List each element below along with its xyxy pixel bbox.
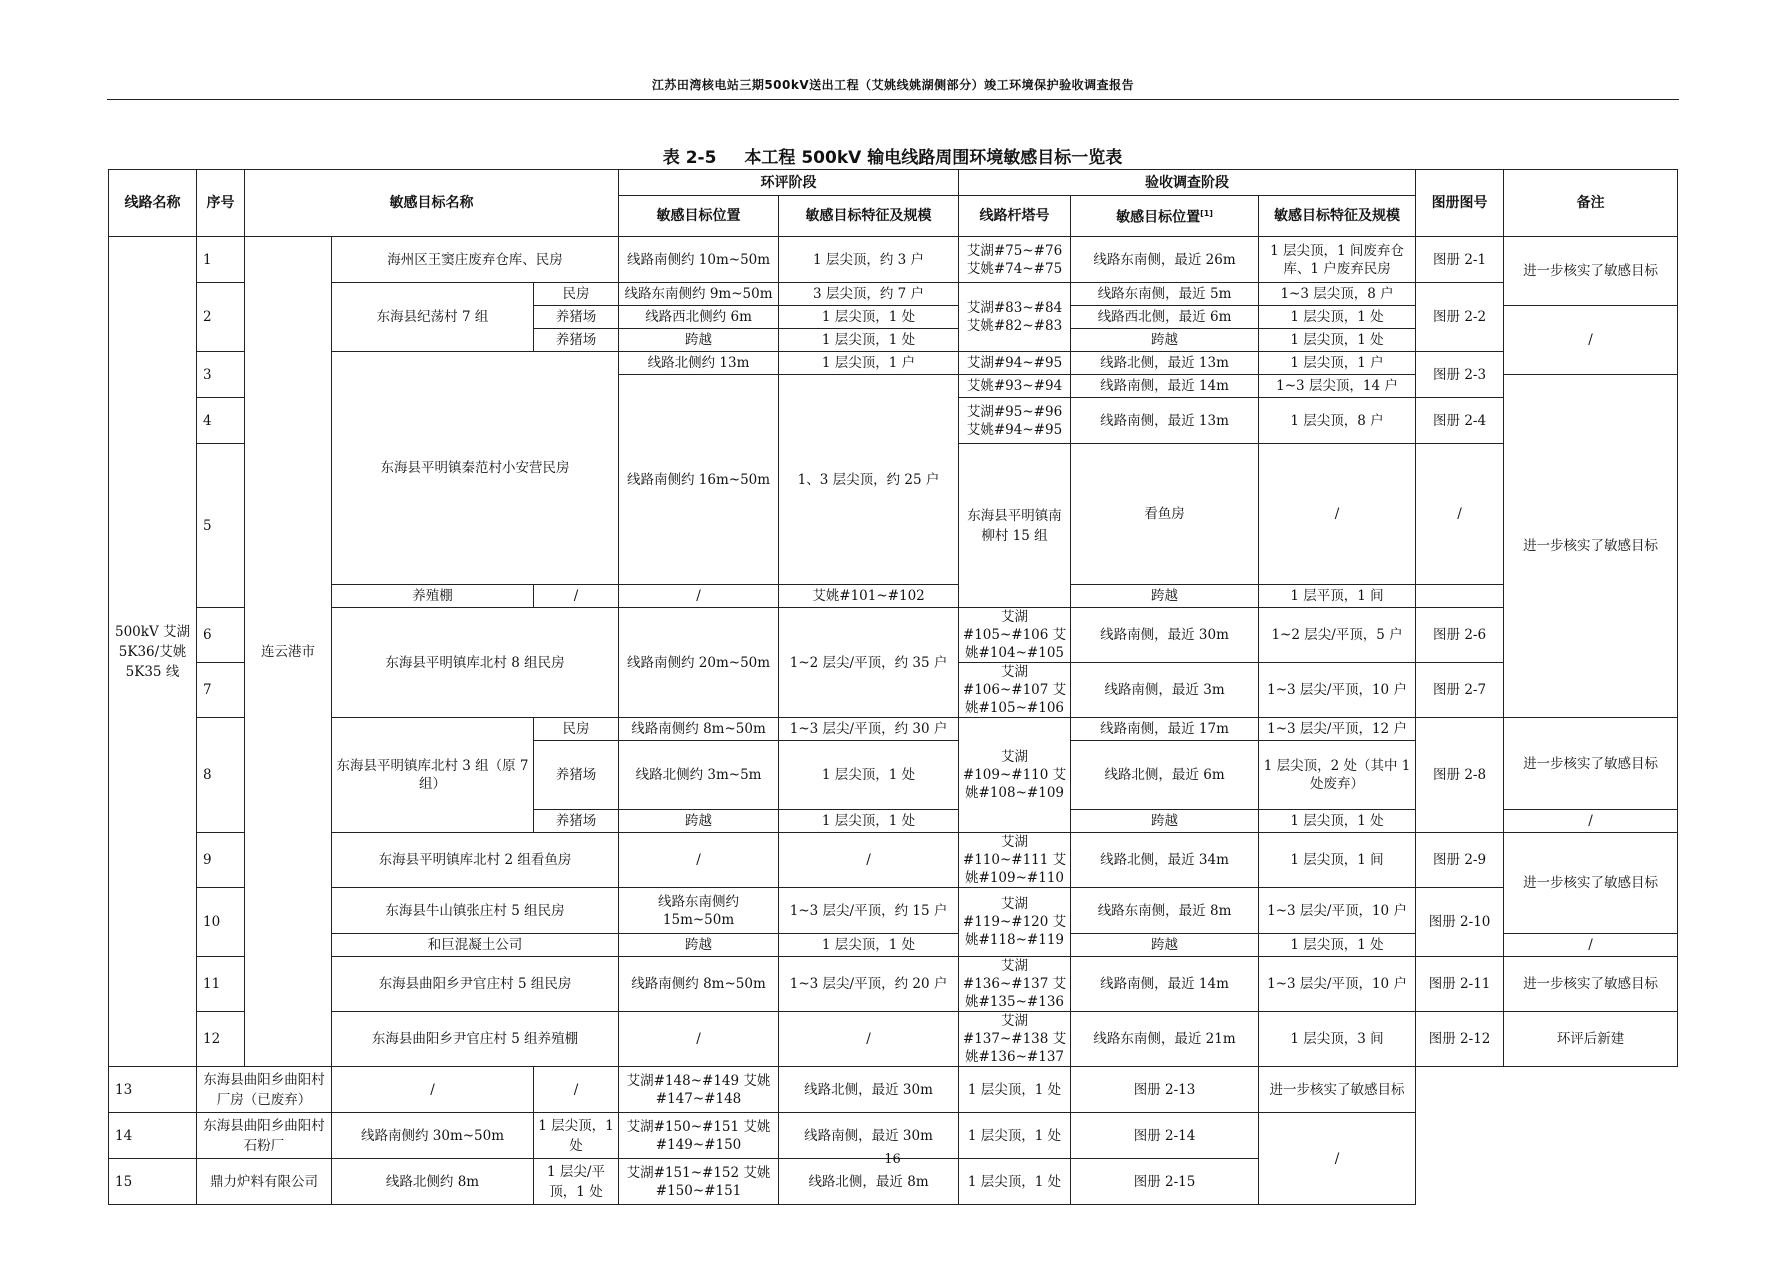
table-cell: 图册 2-11 bbox=[1416, 957, 1504, 1012]
table-cell: 2 bbox=[197, 283, 245, 352]
header-rule bbox=[107, 99, 1679, 100]
table-cell: 1 层尖顶，1 处 bbox=[1259, 329, 1416, 352]
table-cell: 艾湖#95~#96 艾姚#94~#95 bbox=[959, 398, 1071, 444]
table-cell: 线路西北侧，最近 6m bbox=[1071, 306, 1259, 329]
table-cell: 线路南侧约 30m~50m bbox=[332, 1113, 534, 1159]
table-cell: 1~3 层尖/平顶，10 户 bbox=[1259, 663, 1416, 718]
table-cell: 东海县曲阳乡尹官庄村 5 组养殖棚 bbox=[332, 1012, 619, 1067]
table-caption: 本工程 500kV 输电线路周围环境敏感目标一览表 bbox=[744, 148, 1123, 168]
table-cell: 海州区王窦庄废弃仓库、民房 bbox=[332, 237, 619, 283]
table-row bbox=[109, 888, 1678, 911]
table-cell: 图册 2-15 bbox=[1071, 1159, 1259, 1205]
table-cell: 艾湖#148~#149 艾姚#147~#148 bbox=[619, 1067, 779, 1113]
table-cell: 线路西北侧约 6m bbox=[619, 306, 779, 329]
header-seq: 序号 bbox=[197, 170, 245, 237]
table-cell: 民房 bbox=[534, 283, 619, 306]
table-cell: 线路北侧约 13m bbox=[619, 352, 779, 375]
table-cell: 养猪场 bbox=[534, 306, 619, 329]
table-cell: 图册 2-8 bbox=[1416, 718, 1504, 833]
table-cell: 图册 2-7 bbox=[1416, 663, 1504, 718]
table-cell: 1 层平顶，1 间 bbox=[1259, 585, 1416, 608]
table-cell: 东海县曲阳乡曲阳村石粉厂 bbox=[197, 1113, 332, 1159]
table-cell: 艾姚#101~#102 bbox=[779, 585, 959, 608]
table-cell: 1 层尖顶，1 处 bbox=[779, 934, 959, 957]
table-cell: 线路南侧约 16m~50m bbox=[619, 375, 779, 585]
table-cell: 东海县平明镇秦范村小安营民房 bbox=[332, 352, 619, 585]
table-cell: 7 bbox=[197, 663, 245, 718]
table-cell: / bbox=[534, 1067, 619, 1113]
table-cell: 8 bbox=[197, 718, 245, 833]
table-cell: / bbox=[1259, 444, 1416, 585]
table-cell: 线路南侧约 8m~50m bbox=[619, 718, 779, 741]
table-cell: 进一步核实了敏感目标 bbox=[1504, 957, 1678, 1012]
table-number: 表 2-5 bbox=[662, 148, 717, 168]
table-cell: 艾湖#150~#151 艾姚#149~#150 bbox=[619, 1113, 779, 1159]
table-cell: 线路东南侧约 9m~50m bbox=[619, 283, 779, 306]
header-acc-scale: 敏感目标特征及规模 bbox=[1259, 196, 1416, 237]
table-cell: 跨越 bbox=[1071, 585, 1259, 608]
table-cell: / bbox=[619, 1012, 779, 1067]
table-cell: 线路东南侧，最近 5m bbox=[1071, 283, 1259, 306]
table-cell: 艾姚#93~#94 bbox=[959, 375, 1071, 398]
table-cell: 1 层尖顶，1 处 bbox=[959, 1159, 1071, 1205]
table-cell: 进一步核实了敏感目标 bbox=[1259, 1067, 1416, 1113]
table-cell: 3 bbox=[197, 352, 245, 398]
table-cell: 1 层尖顶，1 间 bbox=[1259, 833, 1416, 888]
table-cell: 10 bbox=[197, 888, 245, 957]
table-cell: 东海县平明镇库北村 8 组民房 bbox=[332, 608, 619, 718]
table-cell: 艾湖#94~#95 bbox=[959, 352, 1071, 375]
table-cell: 跨越 bbox=[619, 810, 779, 833]
table-cell: 民房 bbox=[534, 718, 619, 741]
table-cell: 养猪场 bbox=[534, 329, 619, 352]
table-cell: 线路南侧约 10m~50m bbox=[619, 237, 779, 283]
table-row bbox=[109, 352, 1678, 375]
table-cell: 线路北侧，最近 13m bbox=[1071, 352, 1259, 375]
table-cell: 1 层尖顶，1 处 bbox=[959, 1113, 1071, 1159]
table-row bbox=[109, 1067, 1678, 1090]
table-row bbox=[109, 237, 1678, 260]
header-eia-scale: 敏感目标特征及规模 bbox=[779, 196, 959, 237]
running-header: 江苏田湾核电站三期500kV送出工程（艾姚线姚湖侧部分）竣工环境保护验收调查报告 bbox=[651, 78, 1135, 92]
table-cell: 线路南侧，最近 3m bbox=[1071, 663, 1259, 718]
table-cell: 跨越 bbox=[1071, 934, 1259, 957]
table-cell: 线路南侧，最近 17m bbox=[1071, 718, 1259, 741]
table-cell: 东海县平明镇库北村 2 组看鱼房 bbox=[332, 833, 619, 888]
table-cell: 1~2 层尖/平顶，约 35 户 bbox=[779, 608, 959, 718]
table-cell: 1~3 层尖/平顶，约 20 户 bbox=[779, 957, 959, 1012]
table-cell: 进一步核实了敏感目标 bbox=[1504, 718, 1678, 810]
table-cell: 线路北侧，最近 34m bbox=[1071, 833, 1259, 888]
table-cell: 艾湖#109~#110 艾姚#108~#109 bbox=[959, 718, 1071, 833]
table-cell: 线路北侧约 8m bbox=[332, 1159, 534, 1205]
table-header bbox=[109, 170, 1678, 237]
table-cell: 图册 2-1 bbox=[1416, 237, 1504, 283]
table-cell: 和巨混凝土公司 bbox=[332, 934, 619, 957]
table-row bbox=[109, 585, 1678, 608]
footnote-ref: [1] bbox=[1200, 209, 1213, 219]
header-acc-location-label: 敏感目标位置 bbox=[1116, 209, 1201, 226]
table-cell: 1 层尖顶，1 处 bbox=[779, 741, 959, 810]
table-cell: 1 层尖顶，1 处 bbox=[1259, 934, 1416, 957]
table-cell: 4 bbox=[197, 398, 245, 444]
table-cell: 11 bbox=[197, 957, 245, 1012]
table-cell: 跨越 bbox=[1071, 329, 1259, 352]
table-cell: 1~3 层尖/平顶，10 户 bbox=[1259, 888, 1416, 934]
table-cell: / bbox=[619, 833, 779, 888]
table-cell: 图册 2-4 bbox=[1416, 398, 1504, 444]
table-cell: 艾湖#106~#107 艾姚#105~#106 bbox=[959, 663, 1071, 718]
table-cell: 艾湖#137~#138 艾姚#136~#137 bbox=[959, 1012, 1071, 1067]
table-cell: 艾湖#136~#137 艾姚#135~#136 bbox=[959, 957, 1071, 1012]
table-row bbox=[109, 957, 1678, 985]
table-cell: 1~3 层尖顶，14 户 bbox=[1259, 375, 1416, 398]
table-title bbox=[0, 143, 1785, 168]
table-cell: 1 层尖顶，1 处 bbox=[1259, 810, 1416, 833]
table-cell: 东海县平明镇南柳村 15 组 bbox=[959, 444, 1071, 608]
table-cell: 艾湖#83~#84 艾姚#82~#83 bbox=[959, 283, 1071, 352]
table-cell: 图册 2-10 bbox=[1416, 888, 1504, 957]
table-body bbox=[109, 237, 1678, 1205]
table-row bbox=[109, 1012, 1678, 1040]
table-cell: 3 层尖顶，约 7 户 bbox=[779, 283, 959, 306]
table-cell: 6 bbox=[197, 608, 245, 663]
table-cell: 东海县牛山镇张庄村 5 组民房 bbox=[332, 888, 619, 934]
table-cell: 艾湖#75~#76 艾姚#74~#75 bbox=[959, 237, 1071, 283]
table-cell: / bbox=[1416, 444, 1504, 585]
table-cell: 线路东南侧约 15m~50m bbox=[619, 888, 779, 934]
table-cell: 线路南侧，最近 13m bbox=[1071, 398, 1259, 444]
table-cell: 线路南侧，最近 30m bbox=[1071, 608, 1259, 663]
table-cell: 1~3 层尖/平顶，12 户 bbox=[1259, 718, 1416, 741]
table-cell: 线路南侧约 20m~50m bbox=[619, 608, 779, 718]
table-cell: 养殖棚 bbox=[332, 585, 534, 608]
table-cell: 连云港市 bbox=[245, 237, 332, 1067]
table-cell: 15 bbox=[109, 1159, 197, 1205]
table-cell: 线路东南侧，最近 21m bbox=[1071, 1012, 1259, 1067]
table-cell: 线路南侧，最近 30m bbox=[779, 1113, 959, 1159]
table-cell: 鼎力炉料有限公司 bbox=[197, 1159, 332, 1205]
table-cell: 1 层尖顶，1 户 bbox=[779, 352, 959, 375]
table-cell: / bbox=[779, 1012, 959, 1067]
table-cell: 线路北侧约 3m~5m bbox=[619, 741, 779, 810]
table-row bbox=[109, 608, 1678, 636]
table-cell: / bbox=[1504, 306, 1678, 375]
table-cell: 艾湖#119~#120 艾姚#118~#119 bbox=[959, 888, 1071, 957]
table-cell: 1~3 层尖/平顶，约 30 户 bbox=[779, 718, 959, 741]
table-cell: / bbox=[332, 1067, 534, 1113]
table-cell: 养猪场 bbox=[534, 741, 619, 810]
table-cell: 1、3 层尖顶，约 25 户 bbox=[779, 375, 959, 585]
table-cell: / bbox=[534, 585, 619, 608]
header-target-name: 敏感目标名称 bbox=[245, 170, 619, 237]
table-cell: 1 层尖顶，8 户 bbox=[1259, 398, 1416, 444]
table-cell: 1 层尖顶，1 户 bbox=[1259, 352, 1416, 375]
table-row bbox=[109, 718, 1678, 741]
table-cell: / bbox=[1504, 934, 1678, 957]
table-cell: 东海县曲阳乡尹官庄村 5 组民房 bbox=[332, 957, 619, 1012]
table-cell: 养猪场 bbox=[534, 810, 619, 833]
header-eia-stage: 环评阶段 bbox=[619, 170, 959, 196]
table-cell: 1 层尖顶，1 间废弃仓库、1 户废弃民房 bbox=[1259, 237, 1416, 283]
table-cell: 1 层尖顶，1 处 bbox=[779, 306, 959, 329]
table-cell: 13 bbox=[109, 1067, 197, 1113]
table-cell: 1 层尖顶，1 处 bbox=[959, 1067, 1071, 1113]
table-cell: 线路北侧，最近 30m bbox=[779, 1067, 959, 1113]
table-cell: 艾湖#105~#106 艾姚#104~#105 bbox=[959, 608, 1071, 663]
header-figure: 图册图号 bbox=[1416, 170, 1504, 237]
table-cell: 9 bbox=[197, 833, 245, 888]
table-row bbox=[109, 833, 1678, 861]
header-remark: 备注 bbox=[1504, 170, 1678, 237]
table-row bbox=[109, 283, 1678, 306]
header-acceptance-stage: 验收调查阶段 bbox=[959, 170, 1416, 196]
table-cell: 1 层尖顶，1 处 bbox=[534, 1113, 619, 1159]
table-cell: 图册 2-3 bbox=[1416, 352, 1504, 398]
table-cell: / bbox=[1259, 1113, 1416, 1205]
table-cell: 线路北侧，最近 8m bbox=[779, 1159, 959, 1205]
table-cell: 图册 2-6 bbox=[1416, 608, 1504, 663]
table-cell: 12 bbox=[197, 1012, 245, 1067]
header-line-name: 线路名称 bbox=[109, 170, 197, 237]
page-number: 16 bbox=[884, 1152, 901, 1167]
table-cell: 艾湖#110~#111 艾姚#109~#110 bbox=[959, 833, 1071, 888]
table-cell: 环评后新建 bbox=[1504, 1012, 1678, 1067]
table-cell: 线路东南侧，最近 26m bbox=[1071, 237, 1259, 283]
header-eia-location: 敏感目标位置 bbox=[619, 196, 779, 237]
table-cell: 1 层尖顶，1 处 bbox=[1259, 306, 1416, 329]
header-tower: 线路杆塔号 bbox=[959, 196, 1071, 237]
table-cell: / bbox=[619, 585, 779, 608]
table-cell: / bbox=[779, 833, 959, 888]
table-cell: 图册 2-13 bbox=[1071, 1067, 1259, 1113]
table-cell: 1 层尖顶，2 处（其中 1 处废弃） bbox=[1259, 741, 1416, 810]
table-cell: 看鱼房 bbox=[1071, 444, 1259, 585]
table-cell: 图册 2-9 bbox=[1416, 833, 1504, 888]
table-cell: 跨越 bbox=[619, 934, 779, 957]
table-cell: 1 层尖/平顶，1 处 bbox=[534, 1159, 619, 1205]
table-cell: 线路南侧，最近 14m bbox=[1071, 375, 1259, 398]
table-cell: 图册 2-12 bbox=[1416, 1012, 1504, 1067]
table-cell: 进一步核实了敏感目标 bbox=[1504, 833, 1678, 934]
table-cell: 1 层尖顶，3 间 bbox=[1259, 1012, 1416, 1067]
table-cell: 1 层尖顶，约 3 户 bbox=[779, 237, 959, 283]
table-cell: 1~3 层尖/平顶，10 户 bbox=[1259, 957, 1416, 1012]
table-cell: 1~2 层尖/平顶，5 户 bbox=[1259, 608, 1416, 663]
table-cell: 图册 2-2 bbox=[1416, 283, 1504, 352]
table-cell: 1 bbox=[197, 237, 245, 283]
table-cell: 跨越 bbox=[1071, 810, 1259, 833]
table-cell: 1~3 层尖/平顶，约 15 户 bbox=[779, 888, 959, 934]
table-cell: 进一步核实了敏感目标 bbox=[1504, 237, 1678, 306]
table-cell: 线路南侧约 8m~50m bbox=[619, 957, 779, 1012]
table-cell: 图册 2-14 bbox=[1071, 1113, 1259, 1159]
table-cell: / bbox=[1504, 810, 1678, 833]
table-cell: 线路北侧，最近 6m bbox=[1071, 741, 1259, 810]
table-cell: 进一步核实了敏感目标 bbox=[1504, 375, 1678, 718]
table-cell: 跨越 bbox=[619, 329, 779, 352]
header-acc-location bbox=[1071, 196, 1259, 237]
table-row bbox=[109, 1113, 1678, 1136]
table-cell: 1~3 层尖顶，8 户 bbox=[1259, 283, 1416, 306]
table-cell: 东海县平明镇库北村 3 组（原 7 组） bbox=[332, 718, 534, 833]
sensitive-targets-table bbox=[108, 169, 1678, 1205]
table-cell: 线路南侧，最近 14m bbox=[1071, 957, 1259, 1012]
table-cell: 14 bbox=[109, 1113, 197, 1159]
table-cell: 东海县纪荡村 7 组 bbox=[332, 283, 534, 352]
table-cell: 东海县曲阳乡曲阳村厂房（已废弃） bbox=[197, 1067, 332, 1113]
table-cell: 线路东南侧，最近 8m bbox=[1071, 888, 1259, 934]
table-cell: 5 bbox=[197, 444, 245, 608]
table-cell: 艾湖#151~#152 艾姚#150~#151 bbox=[619, 1159, 779, 1205]
table-cell: 1 层尖顶，1 处 bbox=[779, 329, 959, 352]
table-cell: 500kV 艾湖5K36/艾姚5K35 线 bbox=[109, 237, 197, 1067]
table-cell: 1 层尖顶，1 处 bbox=[779, 810, 959, 833]
